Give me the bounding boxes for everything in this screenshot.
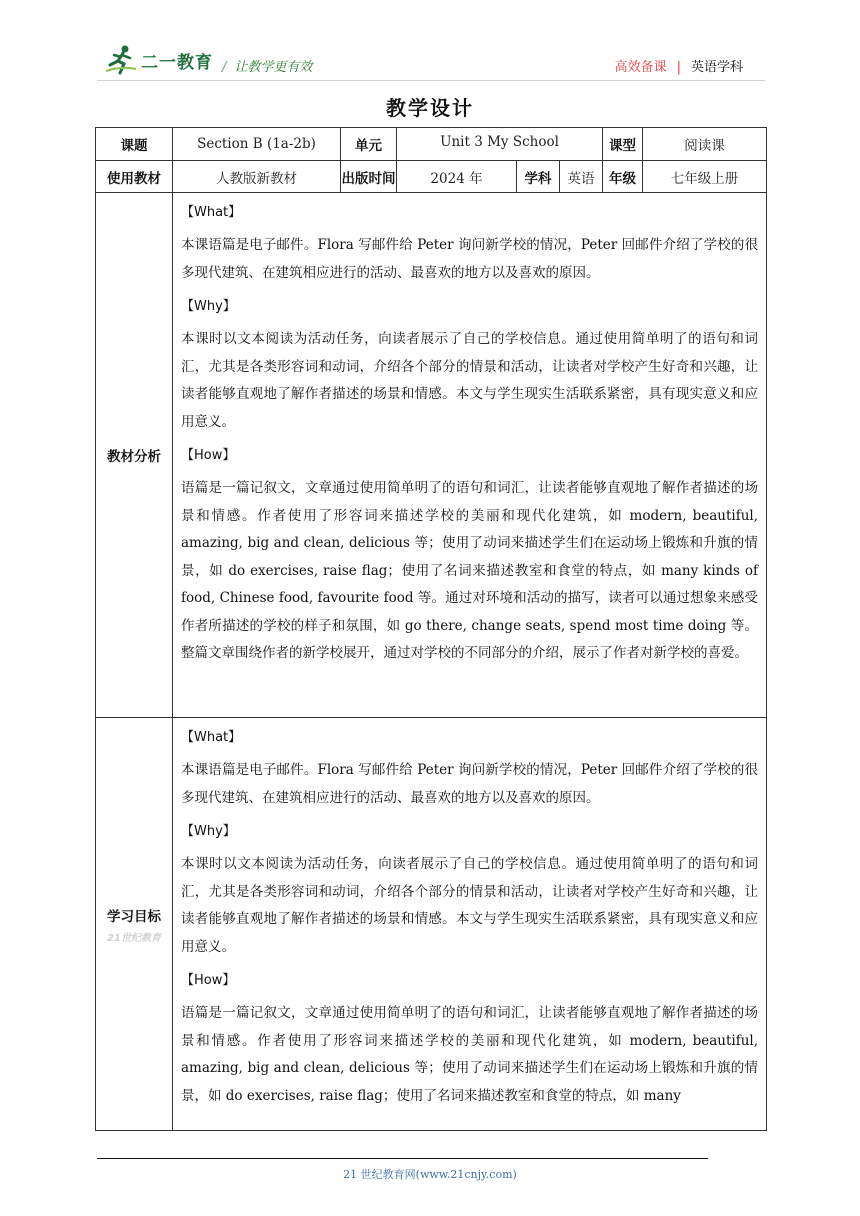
textbook-row: [96, 161, 767, 193]
textbook-value: 人教版新教材: [173, 161, 341, 193]
type-label: 课型: [603, 128, 643, 161]
lesson-design-table: [95, 127, 767, 1131]
objectives-how-text: 语篇是一篇记叙文，文章通过使用简单明了的语句和词汇，让读者能够直观地了解作者描述的场景和情感。作者使用了形容词来描述学校的美丽和现代化建筑，如 modern, beautiful, amazing, big and clean, delicious 等；使用了动词来描述学生们在运动场上锻炼和升旗的情景，如 do exercises, raise flag；使用了名词来描述教室和食堂的特点，如 many: [181, 1005, 758, 1104]
analysis-how-text: 语篇是一篇记叙文，文章通过使用简单明了的语句和词汇，让读者能够直观地了解作者描述的场景和情感。作者使用了形容词来描述学校的美丽和现代化建筑，如 modern, beautiful, amazing, big and clean, delicious 等；使用了动词来描述学生们在运动场上锻炼和升旗的情景，如 do exercises, raise flag；使用了名词来描述教室和食堂的特点，如 many kinds of food, Chinese food, favourite food 等。通过对环境和活动的描写，读者可以通过想象来感受作者所描述的学校的样子和氛围，如 go there, change seats, spend most time doing 等。整篇文章围绕作者的新学校展开，通过对学校的不同部分的介绍，展示了作者对新学校的喜爱。: [181, 480, 758, 661]
unit-label: 单元: [341, 128, 397, 161]
objectives-how-heading: 【How】: [181, 973, 236, 988]
topic-label: 课题: [96, 128, 173, 161]
tag-left: 高效备课: [614, 60, 667, 75]
page-title: 教学设计: [386, 96, 474, 120]
analysis-what-text: 本课语篇是电子邮件。Flora 写邮件给 Peter 询问新学校的情况，Peter 回邮件介绍了学校的很多现代建筑、在建筑相应进行的活动、最喜欢的地方以及喜欢的原因。: [181, 237, 758, 281]
analysis-why-heading: 【Why】: [181, 299, 236, 314]
footer-divider: [97, 1158, 708, 1159]
analysis-row: [96, 193, 767, 718]
textbook-label: 使用教材: [96, 161, 173, 193]
analysis-content: [173, 193, 767, 718]
tag-separator: |: [676, 60, 681, 75]
topic-value: Section B (1a-2b): [173, 128, 341, 161]
analysis-why-text: 本课时以文本阅读为活动任务，向读者展示了自己的学校信息。通过使用简单明了的语句和词汇，尤其是各类形容词和动词，介绍各个部分的情景和活动，让读者对学校产生好奇和兴趣，让读者能够直观地了解作者描述的场景和情感。本文与学生现实生活联系紧密，具有现实意义和应用意义。: [181, 331, 758, 430]
slogan-text: 让教学更有效: [234, 60, 313, 75]
objectives-row: [96, 718, 767, 1131]
runner-logo-icon: [105, 44, 139, 76]
objectives-content: [173, 718, 767, 1131]
subject-value: 英语: [560, 161, 603, 193]
objectives-what-text: 本课语篇是电子邮件。Flora 写邮件给 Peter 询问新学校的情况，Peter 回邮件介绍了学校的很多现代建筑、在建筑相应进行的活动、最喜欢的地方以及喜欢的原因。: [181, 762, 758, 806]
unit-value: Unit 3 My School: [397, 128, 603, 161]
pub-label: 出版时间: [341, 161, 397, 193]
objectives-why-text: 本课时以文本阅读为活动任务，向读者展示了自己的学校信息。通过使用简单明了的语句和词汇，尤其是各类形容词和动词，介绍各个部分的情景和活动，让读者对学校产生好奇和兴趣，让读者能够直观地了解作者描述的场景和情感。本文与学生现实生活联系紧密，具有现实意义和应用意义。: [181, 856, 758, 955]
objectives-label-cell: [96, 718, 173, 1131]
pub-value: 2024 年: [397, 161, 517, 193]
slogan: / 让教学更有效: [222, 60, 313, 75]
footer-source: 21 世纪教育网(www.21cnjy.com): [343, 1168, 517, 1181]
logo-text: 二一教育: [141, 52, 213, 73]
page-header: [0, 0, 860, 86]
analysis-label: 教材分析: [96, 193, 173, 718]
watermark: 21世纪教育: [107, 932, 161, 944]
analysis-what-heading: 【What】: [181, 205, 242, 220]
objectives-label: 学习目标: [107, 908, 161, 925]
type-value: 阅读课: [643, 128, 767, 161]
objectives-why-heading: 【Why】: [181, 824, 236, 839]
grade-label: 年级: [603, 161, 643, 193]
topic-row: [96, 128, 767, 161]
tag-right: 英语学科: [690, 60, 743, 75]
analysis-how-heading: 【How】: [181, 448, 236, 463]
header-divider: [97, 80, 765, 81]
logo: [105, 44, 213, 76]
subject-label: 学科: [517, 161, 560, 193]
subject-tag: [615, 56, 743, 75]
grade-value: 七年级上册: [643, 161, 767, 193]
objectives-what-heading: 【What】: [181, 730, 242, 745]
